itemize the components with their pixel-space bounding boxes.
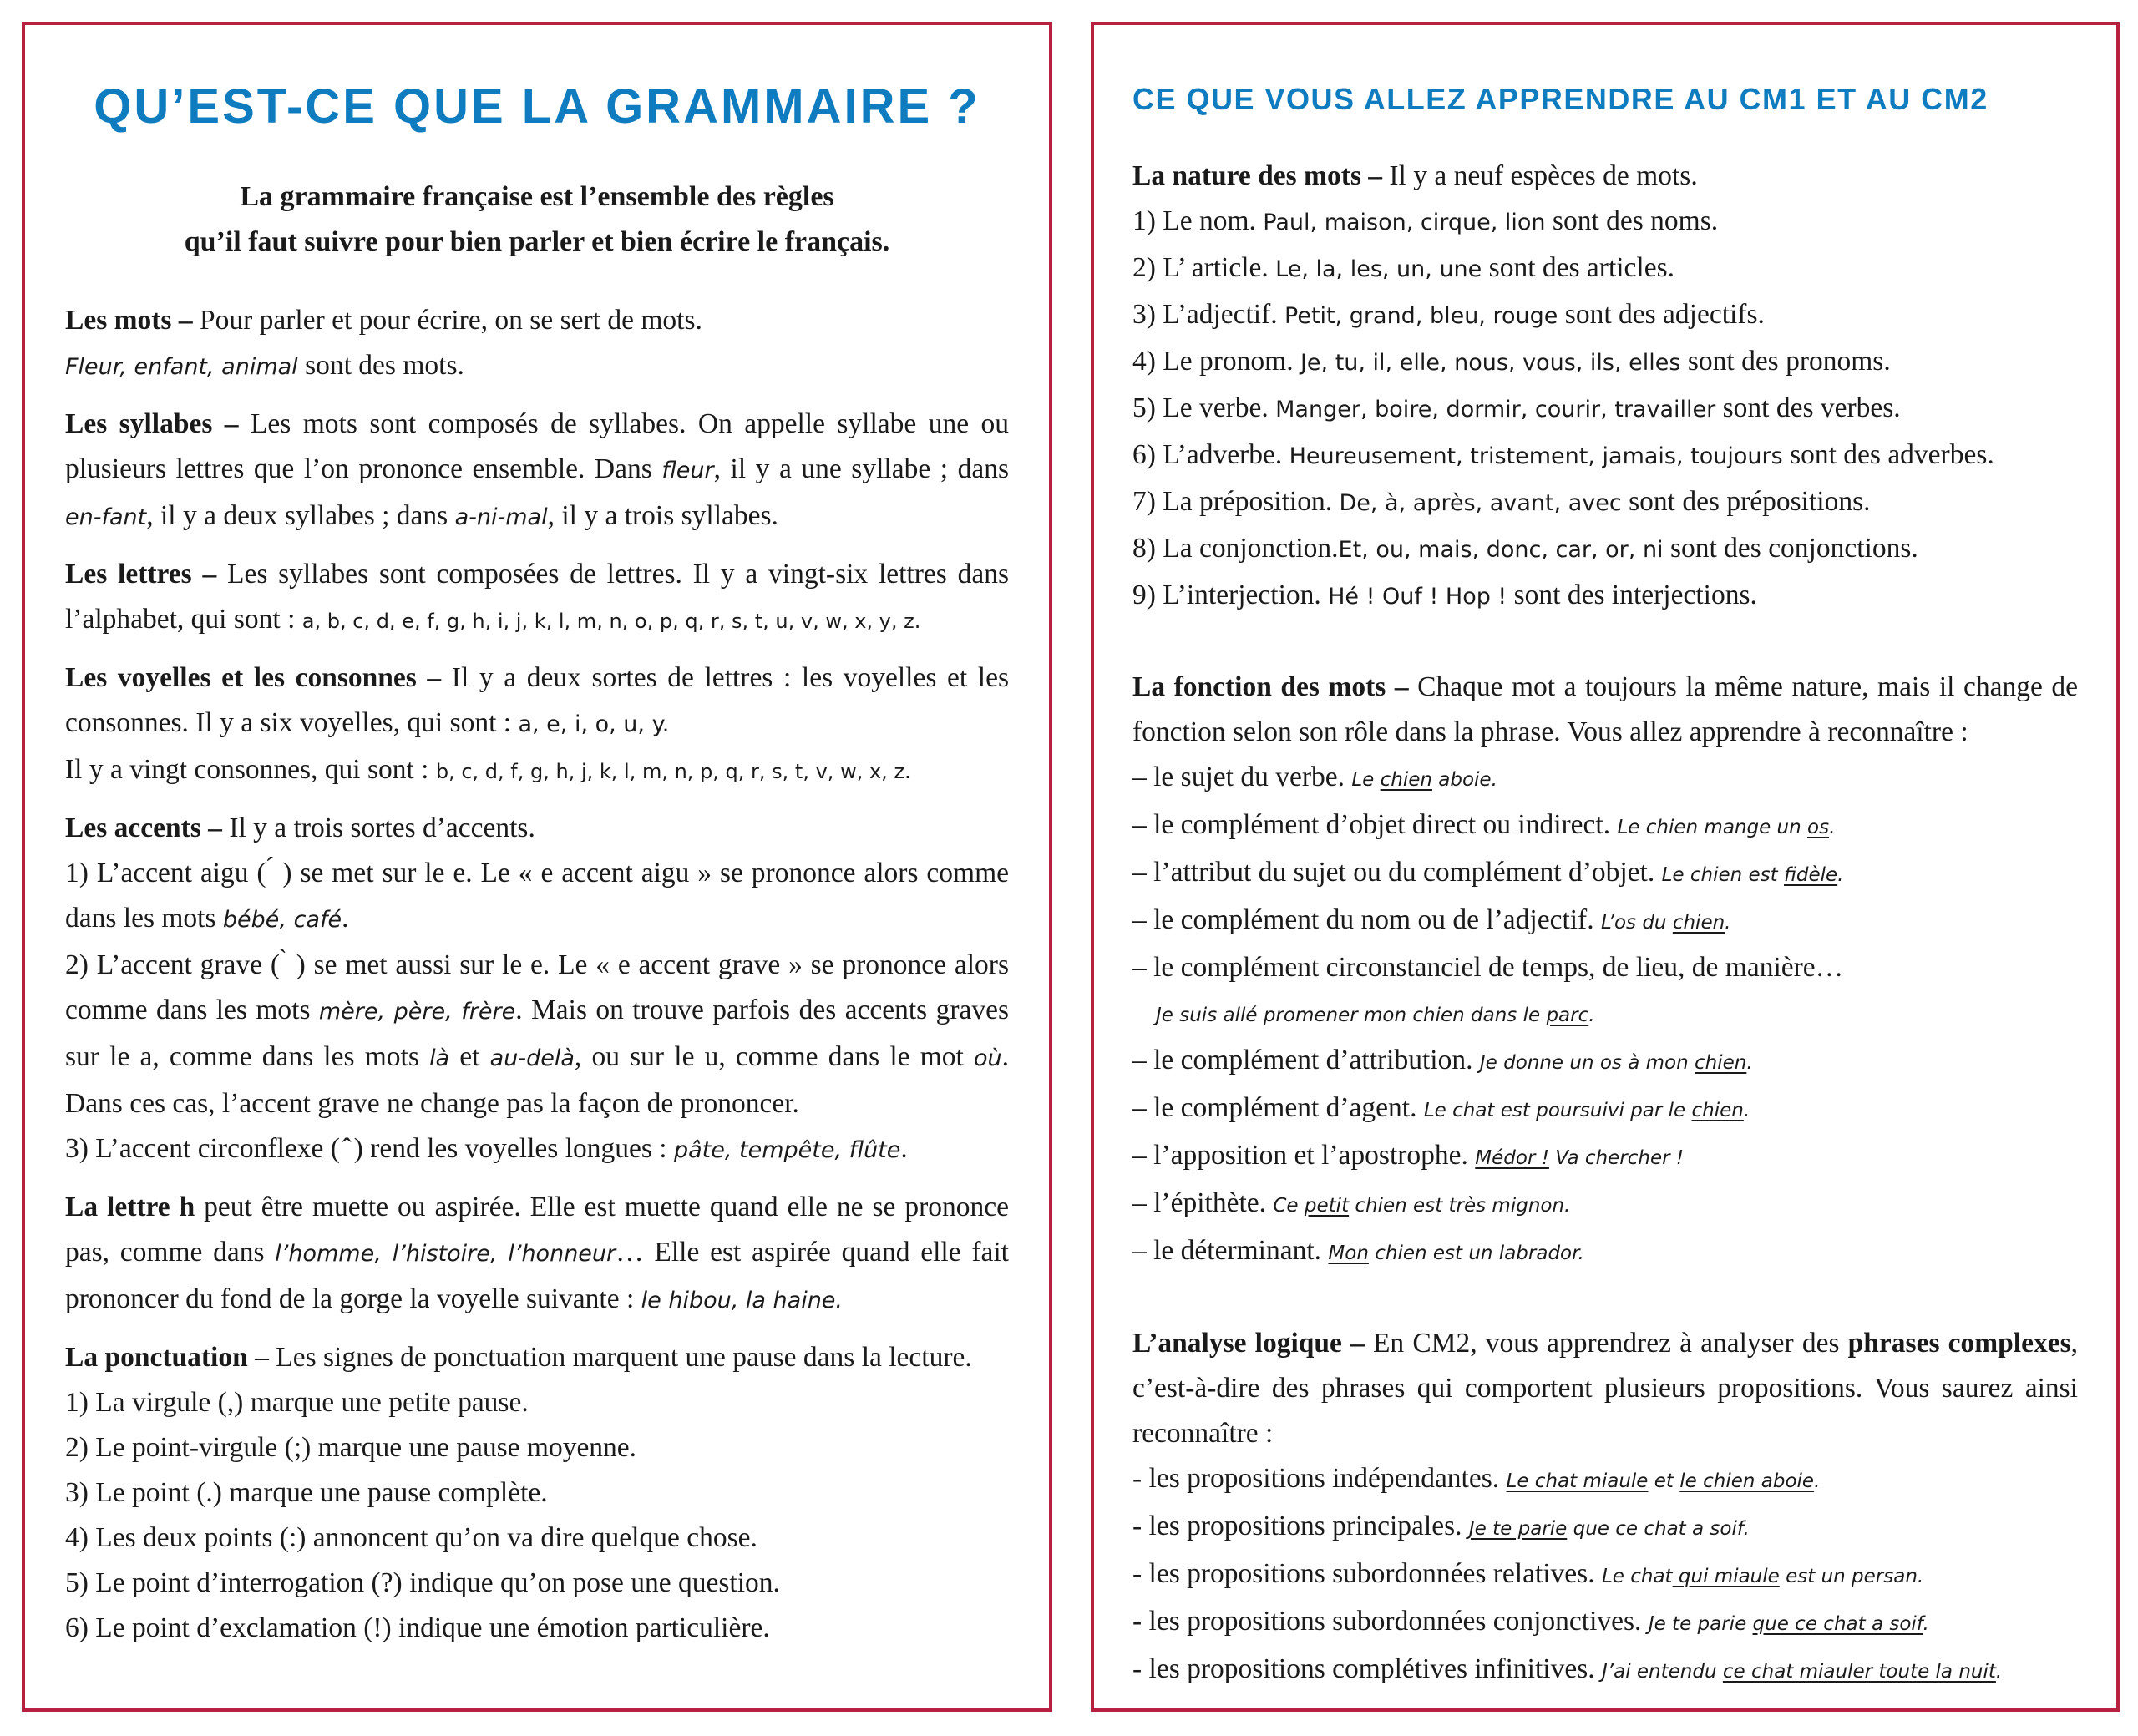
example: J’ai entendu xyxy=(1602,1661,1723,1683)
item-label: 5) Le verbe. xyxy=(1132,392,1276,423)
section-heading: Les voyelles et les consonnes – xyxy=(65,662,442,693)
example-underlined: Je te parie xyxy=(1468,1518,1568,1540)
example: le hibou, la haine. xyxy=(641,1288,843,1313)
example: aboie. xyxy=(1431,769,1497,791)
item-label: - les propositions subordonnées relatives. xyxy=(1132,1558,1602,1589)
section-syllabes xyxy=(65,402,1009,540)
example: . xyxy=(1814,1470,1821,1492)
example: Manger, boire, dormir, courir, travailler xyxy=(1275,397,1716,423)
example: Je donne un os à mon xyxy=(1479,1052,1695,1074)
section-text: Il y a neuf espèces de mots. xyxy=(1382,160,1698,191)
fonction-list xyxy=(1132,755,2078,1276)
section-text: Il y a deux sortes de lettres : les voyelles et les consonnes. Il y a six voyelles, qui sont : xyxy=(65,662,1009,738)
example: De, à, après, avant, avec xyxy=(1339,490,1622,516)
example: Je, tu, il, elle, nous, vous, ils, elles xyxy=(1300,350,1681,376)
example: bébé, café xyxy=(222,907,342,933)
example: au-delà xyxy=(489,1045,575,1071)
example: Le chat est poursuivi par le xyxy=(1423,1100,1692,1121)
example-underlined: Médor ! xyxy=(1475,1147,1549,1169)
item-label: - les propositions indépendantes. xyxy=(1132,1463,1507,1494)
item-label: 3) L’adjectif. xyxy=(1132,299,1285,330)
list-item xyxy=(1132,339,2078,386)
example-underlined: chien xyxy=(1691,1100,1744,1121)
item-text: sont des adverbes. xyxy=(1782,439,1994,470)
item-label: 2) L’ article. xyxy=(1132,252,1276,283)
section-text: Les mots sont composés de syllabes. On appelle syllabe une ou plusieurs lettres que l’on prononce ensemble. Dans xyxy=(65,408,1009,484)
section-heading: Les lettres – xyxy=(65,559,217,590)
item-label: – le sujet du verbe. xyxy=(1132,762,1352,792)
example: et xyxy=(1648,1470,1680,1492)
example: mère, père, frère xyxy=(318,999,516,1025)
example: pâte, tempête, flûte xyxy=(673,1137,901,1163)
list-item xyxy=(1132,245,2078,292)
example: Ce xyxy=(1273,1195,1305,1217)
section-text: . Mais on trouve parfois des accents graves sur le a, comme dans les mots xyxy=(65,995,1009,1072)
list-item xyxy=(1132,1038,2078,1086)
list-item xyxy=(1156,990,2078,1038)
section-heading: La lettre h xyxy=(65,1192,195,1222)
list-item: 3) Le point (.) marque une pause complète. xyxy=(65,1477,548,1508)
example-underlined: que ce chat a soif xyxy=(1752,1613,1923,1635)
example-underlined: chien xyxy=(1695,1052,1747,1074)
list-item xyxy=(1132,573,2078,620)
example-underlined: Mon xyxy=(1328,1243,1369,1264)
example-underlined: le chien aboie xyxy=(1679,1470,1815,1492)
section-text: , ou sur le u, comme dans le mot xyxy=(574,1041,974,1072)
item-label: – le complément d’attribution. xyxy=(1132,1045,1480,1076)
item-label: - les propositions principales. xyxy=(1132,1511,1469,1541)
example: chien est très mignon. xyxy=(1349,1195,1571,1217)
example: Je te parie xyxy=(1648,1613,1753,1635)
example: Va chercher ! xyxy=(1548,1147,1685,1169)
section-text: sont des mots. xyxy=(297,350,464,381)
list-item xyxy=(1132,433,2078,479)
section-heading: La ponctuation xyxy=(65,1342,248,1373)
example-underlined: chien xyxy=(1672,912,1725,934)
section-text: Les syllabes sont composées de lettres. Il y a vingt-six lettres dans l’alphabet, qui sont : xyxy=(65,559,1009,635)
list-item xyxy=(1132,1181,2078,1228)
example: fleur xyxy=(661,458,714,483)
section-text: Pour parler et pour écrire, on se sert de mots. xyxy=(192,305,702,336)
example-underlined: qui miaule xyxy=(1672,1566,1780,1587)
section-heading: La fonction des mots – xyxy=(1132,671,1409,702)
item-label: – l’épithète. xyxy=(1132,1187,1274,1218)
item-text: sont des pronoms. xyxy=(1680,346,1891,377)
section-text: , c’est-à-dire des phrases qui comportent plusieurs propositions. Vous saurez ainsi reconnaître : xyxy=(1132,1328,2079,1449)
example: Heureusement, tristement, jamais, toujours xyxy=(1289,443,1783,469)
list-item xyxy=(1132,386,2078,433)
item-label: 6) L’adverbe. xyxy=(1132,439,1289,470)
item-label: 7) La préposition. xyxy=(1132,486,1340,517)
example-underlined: petit xyxy=(1304,1195,1350,1217)
example: . xyxy=(1588,1005,1595,1026)
example: a-ni-mal xyxy=(454,504,548,530)
list-item xyxy=(1132,802,2078,850)
example: a, e, i, o, u, y. xyxy=(518,711,670,737)
item-label: 1) Le nom. xyxy=(1132,205,1264,236)
item-label: – l’apposition et l’apostrophe. xyxy=(1132,1140,1476,1171)
example: Le xyxy=(1351,769,1381,791)
list-item xyxy=(1132,199,2078,245)
example: Le chat xyxy=(1601,1566,1673,1587)
example: . xyxy=(1829,817,1836,838)
example: L’os du xyxy=(1600,912,1673,934)
analyse-list xyxy=(1132,1456,2078,1694)
section-text: , il y a trois syllabes. xyxy=(547,500,778,531)
example: Le chien est xyxy=(1661,864,1784,886)
list-item xyxy=(1132,1551,2078,1599)
section-text: . Dans ces cas, l’accent grave ne change pas la façon de prononcer. xyxy=(65,1041,1009,1119)
section-heading: Les accents – xyxy=(65,812,222,843)
item-label: 9) L’interjection. xyxy=(1132,580,1329,610)
example: en-fant xyxy=(65,504,147,530)
example: Le chien mange un xyxy=(1617,817,1808,838)
item-label: – le complément circonstanciel de temps, de lieu, de manière… xyxy=(1132,952,1844,983)
list-item xyxy=(1132,755,2078,802)
example: Et, ou, mais, donc, car, or, ni xyxy=(1338,537,1664,563)
example: Hé ! Ouf ! Hop ! xyxy=(1328,584,1507,610)
example-underlined: Le chat miaule xyxy=(1506,1470,1649,1492)
example: . xyxy=(1743,1100,1750,1121)
list-item xyxy=(1132,1504,2078,1551)
item-label: – le complément d’objet direct ou indirect. xyxy=(1132,809,1618,840)
section-text: et xyxy=(449,1041,490,1072)
list-item xyxy=(1132,292,2078,339)
nature-intro xyxy=(1132,154,2078,199)
list-item xyxy=(1132,1599,2078,1647)
example: là xyxy=(429,1045,450,1071)
intro-line-2: qu’il faut suivre pour bien parler et bien écrire le français. xyxy=(184,226,890,257)
example-underlined: fidèle xyxy=(1783,864,1838,886)
list-item xyxy=(1132,1086,2078,1133)
list-item: 6) Le point d’exclamation (!) indique une émotion particulière. xyxy=(65,1612,770,1643)
section-text: Chaque mot a toujours la même nature, mais il change de fonction selon son rôle dans la phrase. Vous allez apprendre à reconnaître : xyxy=(1132,671,2078,747)
section-heading: Les syllabes – xyxy=(65,408,239,439)
section-accents xyxy=(65,806,1009,1173)
section-heading: L’analyse logique – xyxy=(1132,1328,1365,1359)
item-text: sont des noms. xyxy=(1545,205,1719,236)
item-label: – le complément d’agent. xyxy=(1132,1092,1424,1123)
accent-circonflexe-text: 3) L’accent circonflexe ( ̂ ) rend les voyelles longues : xyxy=(65,1133,674,1164)
section-text: … Elle est aspirée quand elle fait prononcer du fond de la gorge la voyelle suivante : xyxy=(65,1237,1009,1314)
section-text: Il y a trois sortes d’accents. xyxy=(221,812,535,843)
example: . xyxy=(1995,1661,2003,1683)
example: b, c, d, f, g, h, j, k, l, m, n, p, q, r, s, t, v, w, x, z. xyxy=(435,760,911,783)
section-text: En CM2, vous apprendrez à analyser des xyxy=(1364,1328,1848,1359)
accent-grave-text: 2) L’accent grave ( ̀ ) se met aussi sur le e. Le « e accent grave » se prononce alors comme dans les mots xyxy=(65,949,1009,1025)
section-lettre-h xyxy=(65,1185,1009,1324)
example: . xyxy=(1725,912,1731,934)
example-underlined: os xyxy=(1807,817,1830,838)
example: Je suis allé promener mon chien dans le xyxy=(1156,1005,1547,1026)
analyse-intro xyxy=(1132,1321,2078,1456)
fonction-intro xyxy=(1132,665,2078,755)
intro xyxy=(65,175,1009,265)
page-title: QU’EST-CE QUE LA GRAMMAIRE ? xyxy=(94,79,980,134)
section-ponctuation xyxy=(65,1335,1009,1380)
item-text: sont des verbes. xyxy=(1715,392,1901,423)
section-text: peut être muette ou aspirée. Elle est muette quand elle ne se prononce pas, comme dans xyxy=(65,1192,1009,1268)
section-text: , il y a une syllabe ; dans xyxy=(713,453,1009,484)
example-underlined: chien xyxy=(1380,769,1432,791)
example: a, b, c, d, e, f, g, h, i, j, k, l, m, n, o, p, q, r, s, t, u, v, w, x, y, z. xyxy=(301,610,921,633)
list-item xyxy=(1132,1456,2078,1504)
section-mots xyxy=(65,298,1009,390)
list-item: 4) Les deux points (:) annoncent qu’on va dire quelque chose. xyxy=(65,1522,757,1553)
section-voyelles xyxy=(65,655,1009,794)
accent-aigu-text: 1) L’accent aigu ( ́ ) se met sur le e. Le « e accent aigu » se prononce alors comme dans les mots xyxy=(65,858,1009,934)
section-title: CE QUE VOUS ALLEZ APPRENDRE AU CM1 ET AU CM2 xyxy=(1132,82,1989,116)
list-item: 2) Le point-virgule (;) marque une pause moyenne. xyxy=(65,1432,637,1463)
section-heading: La nature des mots – xyxy=(1132,160,1383,191)
list-item xyxy=(1132,850,2078,898)
intro-line-1: La grammaire française est l’ensemble des règles xyxy=(240,181,834,212)
example: est un persan. xyxy=(1779,1566,1924,1587)
example: . xyxy=(1923,1613,1929,1635)
example: . xyxy=(1837,864,1844,886)
item-text: sont des adjectifs. xyxy=(1558,299,1765,330)
list-item xyxy=(1132,1647,2078,1694)
item-label: 8) La conjonction. xyxy=(1132,533,1339,564)
section-text: . xyxy=(900,1133,908,1164)
item-text: sont des prépositions. xyxy=(1621,486,1871,517)
section-lettres xyxy=(65,552,1009,644)
example: où xyxy=(973,1045,1002,1071)
list-item xyxy=(1132,898,2078,945)
example: Fleur, enfant, animal xyxy=(65,354,298,380)
section-text: Il y a vingt consonnes, qui sont : xyxy=(65,754,436,785)
item-label: - les propositions complétives infinitives. xyxy=(1132,1653,1602,1684)
item-text: sont des conjonctions. xyxy=(1663,533,1918,564)
example: Petit, grand, bleu, rouge xyxy=(1284,303,1558,329)
section-text: , il y a deux syllabes ; dans xyxy=(146,500,455,531)
section-heading: Les mots – xyxy=(65,305,193,336)
list-item: 5) Le point d’interrogation (?) indique qu’on pose une question. xyxy=(65,1567,780,1598)
example: chien est un labrador. xyxy=(1368,1243,1584,1264)
list-item xyxy=(1132,1133,2078,1181)
bold-term: phrases complexes xyxy=(1847,1328,2071,1359)
left-panel xyxy=(22,22,1052,1712)
example: Le, la, les, un, une xyxy=(1275,256,1482,282)
example: l’homme, l’histoire, l’honneur xyxy=(275,1241,616,1267)
list-item xyxy=(1132,1228,2078,1276)
list-item xyxy=(1132,526,2078,573)
example: Paul, maison, cirque, lion xyxy=(1263,210,1546,235)
nature-list xyxy=(1132,199,2078,620)
example: que ce chat a soif. xyxy=(1567,1518,1750,1540)
example-underlined: parc xyxy=(1546,1005,1589,1026)
example-underlined: ce chat miauler toute la nuit xyxy=(1722,1661,1996,1683)
item-label: – le déterminant. xyxy=(1132,1235,1329,1266)
section-text: – Les signes de ponctuation marquent une pause dans la lecture. xyxy=(247,1342,972,1373)
item-label: – l’attribut du sujet ou du complément d’objet. xyxy=(1132,857,1662,888)
item-text: sont des interjections. xyxy=(1507,580,1757,610)
example: . xyxy=(1746,1052,1753,1074)
right-panel xyxy=(1091,22,2120,1712)
list-item: 1) La virgule (,) marque une petite pause. xyxy=(65,1387,529,1418)
item-label: - les propositions subordonnées conjonctives. xyxy=(1132,1606,1649,1637)
item-label: 4) Le pronom. xyxy=(1132,346,1300,377)
list-item xyxy=(1132,945,2078,990)
section-text: . xyxy=(342,903,349,934)
item-text: sont des articles. xyxy=(1482,252,1675,283)
item-label: – le complément du nom ou de l’adjectif. xyxy=(1132,904,1601,935)
list-item xyxy=(1132,479,2078,526)
